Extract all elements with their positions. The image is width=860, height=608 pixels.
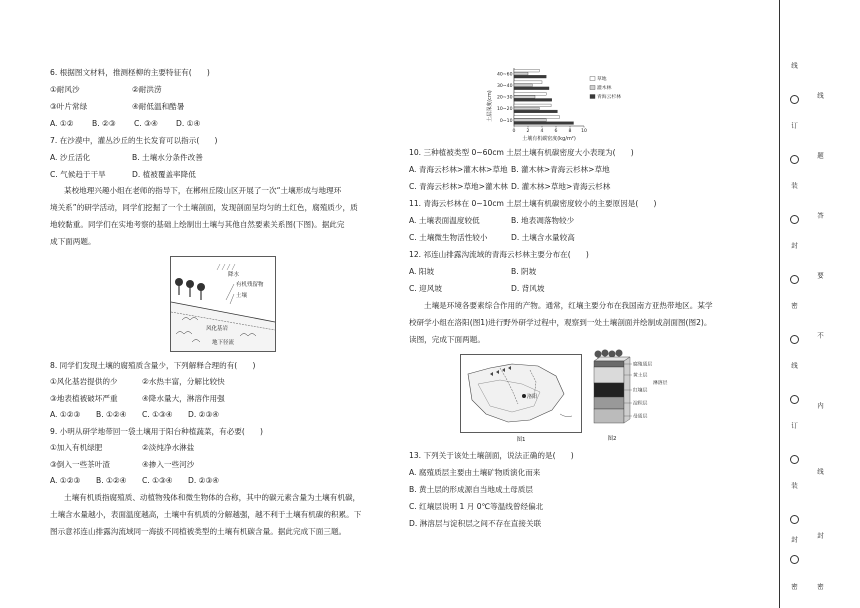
q9-item-4: ④掺入一些河沙 <box>142 460 195 469</box>
q9-item-3: ③倒入一些茶叶渣 <box>50 460 110 469</box>
chart-bar <box>514 69 539 72</box>
label-soil: 土壤 <box>236 293 248 299</box>
chart-legend-label: 青海云杉林 <box>597 95 621 100</box>
q11-options-row1 <box>409 216 574 226</box>
passage1-line1: 某校地理兴趣小组在老师的指导下，在郴州丘陵山区开展了一次“土壤形成与地理环 <box>64 186 342 195</box>
soil-profile-figure <box>590 348 670 442</box>
label-weathered-bedrock: 风化基岩 <box>206 326 229 332</box>
q11-option-c: C. 土壤微生物活性较小 <box>409 233 488 242</box>
notice-char: 答 <box>816 212 824 219</box>
chart-bar <box>514 104 551 107</box>
passage2-line2: 土壤含水量越小，表面温度越高，土壤中有机质的分解越强，越不利于土壤有机碳的积累。下 <box>50 510 362 519</box>
profile-label-loess: 黄土层 <box>633 373 648 379</box>
q6-options <box>50 119 200 129</box>
chart-bar <box>514 122 574 125</box>
chart-category-label: 20~30 <box>496 95 513 101</box>
profile-label-humus: 腐殖质层 <box>633 362 653 368</box>
q9-items-row1 <box>50 443 194 453</box>
label-groundwater-flow: 地下径流 <box>212 340 235 346</box>
q8-option-a: A. ①②③ <box>50 410 81 419</box>
q6-option-c: C. ③④ <box>134 119 158 128</box>
map-label-luoyang: 洛阳 <box>527 394 538 400</box>
q7-options-row1 <box>50 153 203 163</box>
q7-option-a: A. 沙丘活化 <box>50 153 91 162</box>
q6-items-row1 <box>50 85 162 95</box>
q6-item-2: ②耐洪涝 <box>132 85 162 94</box>
q10-options-row1 <box>409 165 610 175</box>
q12-options-row1 <box>409 267 536 277</box>
chart-category-label: 0~10 <box>499 118 513 124</box>
profile-label-eluvial: 淋溶层 <box>653 381 668 386</box>
notice-char: 密 <box>816 583 824 590</box>
binding-circle <box>790 395 799 404</box>
q10-option-b: B. 灌木林>青海云杉林>草地 <box>511 165 610 174</box>
q13-stem: 13. 下列关于该处土壤剖面，说法正确的是( ) <box>409 451 574 460</box>
q6-items-row2 <box>50 102 184 112</box>
notice-char: 内 <box>816 402 824 409</box>
q8-item-3: ③地表植被破坏严重 <box>50 394 118 403</box>
chart-bar <box>514 110 557 113</box>
q8-options <box>50 410 219 420</box>
q13-option-c: C. 红壤层说明 1 月 0℃等温线曾经偏北 <box>409 502 544 511</box>
soil-relationship-diagram <box>170 256 276 352</box>
chart-x-tick-label: 0 <box>512 129 516 134</box>
binding-label: 订 <box>790 422 798 429</box>
q8-item-2: ②水热丰富，分解比较快 <box>142 377 225 386</box>
q6-option-a: A. ①② <box>50 119 74 128</box>
binding-circle <box>790 555 799 564</box>
binding-circle <box>790 275 799 284</box>
q6-item-1: ①耐风沙 <box>50 85 80 94</box>
notice-char: 题 <box>816 152 824 159</box>
q8-item-4: ④降水量大，淋溶作用强 <box>142 394 225 403</box>
binding-label: 订 <box>790 122 798 129</box>
q11-option-a: A. 土壤表面温度较低 <box>409 216 480 225</box>
chart-x-tick-label: 2 <box>526 129 530 134</box>
passage2-line3: 图示意祁连山排露沟流域同一海拔不同植被类型的土壤有机碳含量。据此完成下面三题。 <box>50 527 347 536</box>
q10-option-c: C. 青海云杉林>草地>灌木林 <box>409 182 508 191</box>
passage3-line1: 土壤是环境各要素综合作用的产物。通常，红壤主要分布在我国南方亚热带地区。某学 <box>424 301 713 310</box>
profile-label-illuvial: 淀积层 <box>633 401 648 407</box>
chart-legend-swatch <box>590 77 595 81</box>
q8-items-row1 <box>50 377 225 387</box>
chart-bar <box>514 92 546 95</box>
passage2-line1: 土壤有机质指腐殖质、动植物残体和微生物体的合称，其中的碳元素含量为土壤有机碳， <box>64 493 361 502</box>
notice-char: 线 <box>816 92 824 99</box>
q8-option-b: B. ①②④ <box>96 410 127 419</box>
chart-x-tick-label: 6 <box>554 129 558 134</box>
q6-item-3: ③叶片常绿 <box>50 102 88 111</box>
binding-label: 密 <box>790 583 798 590</box>
chart-x-tick-label: 10 <box>581 129 587 134</box>
q8-option-c: C. ①③④ <box>142 410 173 419</box>
notice-char: 线 <box>816 468 824 475</box>
q11-option-d: D. 土壤含水量较高 <box>511 233 575 242</box>
binding-circle <box>790 155 799 164</box>
q13-option-a: A. 腐殖质层主要由土壤矿物质演化而来 <box>409 468 541 477</box>
passage3-line2: 校研学小组在洛阳(图1)进行野外研学过程中，观察到一处土壤剖面并绘制成剖面图(图2)。 <box>409 318 712 327</box>
chart-bar <box>514 107 539 110</box>
chart-category-label: 30~40 <box>496 84 513 89</box>
notice-char: 要 <box>816 272 824 279</box>
binding-label: 装 <box>790 482 798 489</box>
margin-rule <box>779 0 780 608</box>
q9-items-row2 <box>50 460 194 470</box>
q9-options <box>50 476 219 486</box>
q6-option-d: D. ①④ <box>176 119 201 128</box>
q7-option-d: D. 植被覆盖率降低 <box>132 170 196 179</box>
binding-circle <box>790 215 799 224</box>
binding-label: 线 <box>790 62 798 69</box>
cutting-line <box>790 0 804 608</box>
q6-item-4: ④耐低温和酷暑 <box>132 102 185 111</box>
chart-legend-swatch <box>590 95 595 99</box>
chart-x-tick-label: 8 <box>568 129 572 134</box>
q6-option-b: B. ②③ <box>92 119 116 128</box>
q8-stem: 8. 同学们发现土壤的腐殖质含量少，下列解释合理的有( ) <box>50 361 256 370</box>
passage1-line3: 地较黏重。同学们在实地考察的基础上绘制出土壤与其他自然要素关系图(下图)。据此完 <box>50 220 345 229</box>
q8-item-1: ①风化基岩提供的少 <box>50 377 118 386</box>
soil-carbon-chart <box>486 64 636 144</box>
no-answer-notice <box>816 0 830 608</box>
q12-stem: 12. 祁连山排露沟流域的青海云杉林主要分布在( ) <box>409 250 589 259</box>
q8-items-row2 <box>50 394 225 404</box>
chart-bar <box>514 95 535 98</box>
chart-category-label: 40~60 <box>496 72 513 78</box>
profile-label-red-soil: 红壤层 <box>633 388 648 394</box>
q13-option-b: B. 黄土层的形成源自当地成土母质层 <box>409 485 533 494</box>
figure1-caption: 图1 <box>516 437 526 442</box>
label-precipitation: 降水 <box>228 272 240 278</box>
q9-stem: 9. 小明从研学地带回一袋土壤用于阳台种植蔬菜，有必要( ) <box>50 427 264 436</box>
luoyang-map-figure <box>460 354 582 442</box>
q10-option-a: A. 青海云杉林>灌木林>草地 <box>409 165 508 174</box>
binding-label: 封 <box>790 242 798 249</box>
q7-option-c: C. 气候趋于干旱 <box>50 170 106 179</box>
q12-option-c: C. 迎风坡 <box>409 284 442 293</box>
chart-legend-label: 草地 <box>597 77 607 82</box>
q10-options-row2 <box>409 182 610 192</box>
q9-item-2: ②淡纯净水淋盐 <box>142 443 195 452</box>
chart-bar <box>514 75 546 78</box>
q10-option-d: D. 灌木林>草地>青海云杉林 <box>511 182 611 191</box>
binding-label: 密 <box>790 302 798 309</box>
q9-option-b: B. ①②④ <box>96 476 127 485</box>
chart-bar <box>514 84 532 87</box>
profile-label-parent: 母质层 <box>633 414 648 420</box>
label-organic-residue: 有机残留物 <box>236 282 264 288</box>
binding-circle <box>790 95 799 104</box>
q11-stem: 11. 青海云杉林在 0~10cm 土层土壤有机碳密度较小的主要原因是( ) <box>409 199 657 208</box>
chart-bar <box>514 72 528 75</box>
passage1-line2: 境关系”的研学活动，同学们挖掘了一个土壤剖面，发现剖面呈均匀的土红色，腐殖质少，质 <box>50 203 358 212</box>
binding-label: 封 <box>790 536 798 543</box>
q12-option-a: A. 阳坡 <box>409 267 435 276</box>
q7-option-b: B. 土壤水分条件改善 <box>132 153 203 162</box>
passage3-line3: 读图，完成下面两题。 <box>409 335 485 344</box>
q10-stem: 10. 三种植被类型 0~60cm 土层土壤有机碳密度大小表现为( ) <box>409 148 634 157</box>
binding-circle <box>790 515 799 524</box>
q9-option-a: A. ①②③ <box>50 476 81 485</box>
chart-bar <box>514 99 552 102</box>
chart-x-tick-label: 4 <box>540 129 544 134</box>
q11-options-row2 <box>409 233 575 243</box>
chart-xlabel: 土壤有机碳密度(kg/m²) <box>522 136 576 142</box>
notice-char: 封 <box>816 532 824 539</box>
chart-bar <box>514 87 549 90</box>
q9-option-c: C. ①③④ <box>142 476 173 485</box>
q12-option-d: D. 背风坡 <box>511 284 545 293</box>
q7-stem: 7. 在沙漠中，灌丛沙丘的生长发育可以指示( ) <box>50 136 218 145</box>
passage1-line4: 成下面两题。 <box>50 237 96 246</box>
q9-option-d: D. ②③④ <box>188 476 220 485</box>
q8-option-d: D. ②③④ <box>188 410 220 419</box>
chart-category-label: 10~20 <box>496 107 513 113</box>
q9-item-1: ①加入有机绿肥 <box>50 443 103 452</box>
chart-bar <box>514 119 546 122</box>
binding-label: 线 <box>790 362 798 369</box>
q13-option-d: D. 淋溶层与淀积层之间不存在直接关联 <box>409 519 542 528</box>
binding-circle <box>790 455 799 464</box>
chart-bar <box>514 81 542 84</box>
chart-bar <box>514 116 560 119</box>
q12-option-b: B. 阴坡 <box>511 267 537 276</box>
q12-options-row2 <box>409 284 544 294</box>
binding-label: 装 <box>790 182 798 189</box>
notice-char: 不 <box>816 332 824 339</box>
chart-legend-swatch <box>590 86 595 90</box>
figure2-caption: 图2 <box>607 436 617 442</box>
q11-option-b: B. 地表凋落物较少 <box>511 216 575 225</box>
q7-options-row2 <box>50 170 196 180</box>
q6-stem: 6. 根据图文材料，推测柽柳的主要特征有( ) <box>50 68 210 77</box>
chart-legend-label: 灌木林 <box>597 86 612 91</box>
chart-ylabel: 土层深度(cm) <box>487 90 493 122</box>
binding-circle <box>790 335 799 344</box>
